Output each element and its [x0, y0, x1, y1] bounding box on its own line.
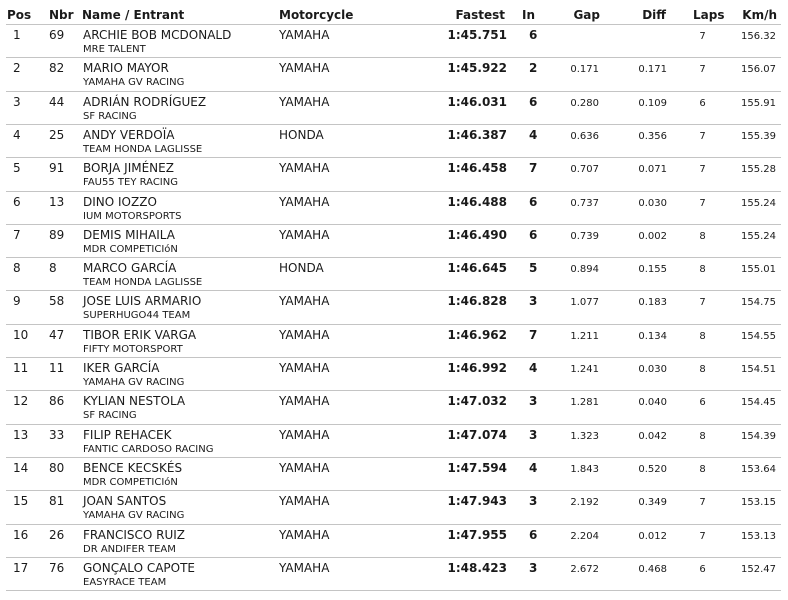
number-cell: 47: [49, 327, 65, 342]
diff-cell: 0.356: [638, 130, 667, 142]
number-cell: 91: [49, 161, 65, 176]
fastest-lap-cell: 1:45.922: [447, 61, 507, 76]
table-row: [0, 358, 788, 391]
gap-cell: 1.843: [570, 463, 599, 475]
number-cell: 80: [49, 460, 65, 475]
motorcycle-cell: YAMAHA: [279, 527, 330, 542]
motorcycle-cell: YAMAHA: [279, 161, 330, 176]
fastest-lap-cell: 1:46.387: [447, 127, 507, 142]
motorcycle-cell: YAMAHA: [279, 560, 330, 575]
number-cell: 25: [49, 127, 65, 142]
rider-name: DINO IOZZO: [83, 194, 157, 209]
col-header-name: Name / Entrant: [82, 8, 185, 22]
pos-cell: 3: [13, 94, 21, 109]
fastest-lap-cell: 1:48.423: [447, 560, 507, 575]
rider-name: TIBOR ERIK VARGA: [83, 327, 197, 342]
in-lap-cell: 6: [529, 28, 538, 42]
diff-cell: 0.071: [638, 164, 667, 176]
table-row: [0, 458, 788, 491]
rider-name: GONÇALO CAPOTE: [83, 560, 196, 575]
in-lap-cell: 7: [529, 327, 538, 342]
rider-name: JOAN SANTOS: [83, 494, 167, 509]
diff-cell: 0.012: [638, 530, 667, 542]
pos-cell: 13: [13, 427, 29, 442]
laps-cell: 7: [699, 497, 706, 509]
gap-cell: 2.192: [570, 497, 599, 509]
speed-cell: 155.28: [741, 164, 776, 176]
rider-name: ARCHIE BOB MCDONALD: [83, 28, 232, 42]
fastest-lap-cell: 1:46.962: [447, 327, 507, 342]
pos-cell: 2: [13, 61, 21, 76]
laps-cell: 7: [699, 31, 706, 42]
pos-cell: 12: [13, 394, 29, 409]
laps-cell: 6: [699, 397, 706, 409]
in-lap-cell: 6: [529, 227, 538, 242]
entrant-team: IUM MOTORSPORTS: [83, 210, 182, 222]
laps-cell: 8: [699, 463, 706, 475]
fastest-lap-cell: 1:46.488: [447, 194, 507, 209]
number-cell: 11: [49, 361, 65, 375]
row-divider: [6, 590, 781, 591]
diff-cell: 0.155: [638, 264, 667, 276]
col-header-kmh: Km/h: [742, 8, 777, 22]
laps-cell: 8: [699, 430, 706, 442]
fastest-lap-cell: 1:45.751: [447, 28, 507, 42]
table-row: [0, 25, 788, 58]
in-lap-cell: 2: [529, 61, 538, 76]
rider-name: MARCO GARCÍA: [83, 261, 177, 276]
gap-cell: 2.204: [570, 530, 599, 542]
pos-cell: 10: [13, 327, 29, 342]
rider-name: DEMIS MIHAILA: [83, 227, 175, 242]
number-cell: 89: [49, 227, 65, 242]
speed-cell: 156.32: [741, 31, 776, 42]
in-lap-cell: 6: [529, 527, 538, 542]
number-cell: 86: [49, 394, 65, 409]
fastest-lap-cell: 1:46.828: [447, 294, 507, 309]
number-cell: 81: [49, 494, 65, 509]
table-row: [0, 92, 788, 125]
fastest-lap-cell: 1:46.645: [447, 261, 507, 276]
gap-cell: 1.281: [570, 397, 599, 409]
motorcycle-cell: YAMAHA: [279, 227, 330, 242]
diff-cell: 0.002: [638, 230, 667, 242]
number-cell: 8: [49, 261, 57, 276]
gap-cell: 1.323: [570, 430, 599, 442]
fastest-lap-cell: 1:47.032: [447, 394, 507, 409]
table-row: [0, 291, 788, 324]
rider-name: FRANCISCO RUIZ: [83, 527, 185, 542]
pos-cell: 14: [13, 460, 29, 475]
table-row: [0, 258, 788, 291]
speed-cell: 155.39: [741, 130, 776, 142]
motorcycle-cell: YAMAHA: [279, 460, 330, 475]
diff-cell: 0.134: [638, 330, 667, 342]
col-header-in: In: [522, 8, 536, 22]
entrant-team: MDR COMPETICIóN: [83, 476, 178, 488]
motorcycle-cell: YAMAHA: [279, 61, 330, 76]
motorcycle-cell: YAMAHA: [279, 94, 330, 109]
laps-cell: 7: [699, 297, 706, 309]
entrant-team: EASYRACE TEAM: [83, 576, 167, 588]
pos-cell: 15: [13, 494, 29, 509]
motorcycle-cell: HONDA: [279, 127, 324, 142]
laps-cell: 8: [699, 364, 706, 375]
diff-cell: 0.040: [638, 397, 667, 409]
entrant-team: SF RACING: [83, 110, 137, 122]
col-header-nbr: Nbr: [49, 8, 74, 22]
gap-cell: 0.737: [570, 197, 599, 209]
entrant-team: MRE TALENT: [83, 44, 146, 55]
table-row: [0, 158, 788, 191]
speed-cell: 154.75: [741, 297, 776, 309]
speed-cell: 155.24: [741, 230, 776, 242]
table-header: [0, 8, 788, 24]
diff-cell: 0.349: [638, 497, 667, 509]
motorcycle-cell: YAMAHA: [279, 327, 330, 342]
speed-cell: 154.55: [741, 330, 776, 342]
entrant-team: FANTIC CARDOSO RACING: [83, 443, 214, 455]
rider-name: JOSE LUIS ARMARIO: [83, 294, 202, 309]
diff-cell: 0.183: [638, 297, 667, 309]
table-row: [0, 225, 788, 258]
in-lap-cell: 3: [529, 560, 538, 575]
diff-cell: 0.468: [638, 563, 667, 575]
gap-cell: 0.739: [570, 230, 599, 242]
table-row: [0, 558, 788, 591]
col-header-fastest: Fastest: [455, 8, 505, 22]
motorcycle-cell: YAMAHA: [279, 194, 330, 209]
laps-cell: 7: [699, 164, 706, 176]
table-row: [0, 325, 788, 358]
rider-name: FILIP REHACEK: [83, 427, 172, 442]
rider-name: ANDY VERDOÏA: [83, 127, 175, 142]
entrant-team: SUPERHUGO44 TEAM: [83, 310, 191, 322]
fastest-lap-cell: 1:47.594: [447, 460, 507, 475]
diff-cell: 0.520: [638, 463, 667, 475]
diff-cell: 0.030: [638, 364, 667, 375]
entrant-team: FIFTY MOTORSPORT: [83, 343, 183, 355]
table-row: [0, 391, 788, 424]
number-cell: 69: [49, 28, 65, 42]
in-lap-cell: 5: [529, 261, 538, 276]
gap-cell: 0.171: [570, 64, 599, 76]
fastest-lap-cell: 1:47.074: [447, 427, 507, 442]
in-lap-cell: 6: [529, 194, 538, 209]
rider-name: BORJA JIMÉNEZ: [83, 161, 174, 176]
motorcycle-cell: YAMAHA: [279, 394, 330, 409]
gap-cell: 1.241: [570, 364, 599, 375]
speed-cell: 152.47: [741, 563, 776, 575]
pos-cell: 17: [13, 560, 29, 575]
entrant-team: YAMAHA GV RACING: [83, 510, 185, 522]
laps-cell: 6: [699, 563, 706, 575]
entrant-team: YAMAHA GV RACING: [83, 77, 185, 89]
speed-cell: 153.15: [741, 497, 776, 509]
col-header-gap: Gap: [573, 8, 600, 22]
fastest-lap-cell: 1:46.992: [447, 361, 507, 375]
gap-cell: 0.707: [570, 164, 599, 176]
pos-cell: 9: [13, 294, 21, 309]
speed-cell: 154.51: [741, 364, 776, 375]
fastest-lap-cell: 1:47.955: [447, 527, 507, 542]
speed-cell: 155.91: [741, 97, 776, 109]
gap-cell: 0.894: [570, 264, 599, 276]
rider-name: MARIO MAYOR: [83, 61, 169, 76]
table-row: [0, 125, 788, 158]
rider-name: BENCE KECSKÉS: [83, 460, 183, 475]
entrant-team: TEAM HONDA LAGLISSE: [83, 277, 203, 289]
laps-cell: 7: [699, 530, 706, 542]
in-lap-cell: 6: [529, 94, 538, 109]
gap-cell: 1.211: [570, 330, 599, 342]
pos-cell: 5: [13, 161, 21, 176]
speed-cell: 155.24: [741, 197, 776, 209]
pos-cell: 16: [13, 527, 29, 542]
speed-cell: 153.13: [741, 530, 776, 542]
table-row: [0, 425, 788, 458]
speed-cell: 156.07: [741, 64, 776, 76]
motorcycle-cell: YAMAHA: [279, 361, 330, 375]
pos-cell: 6: [13, 194, 21, 209]
entrant-team: FAU55 TEY RACING: [83, 177, 178, 189]
number-cell: 13: [49, 194, 65, 209]
table-row: [0, 525, 788, 558]
laps-cell: 6: [699, 97, 706, 109]
motorcycle-cell: YAMAHA: [279, 28, 330, 42]
table-row: [0, 192, 788, 225]
fastest-lap-cell: 1:46.490: [447, 227, 507, 242]
laps-cell: 7: [699, 197, 706, 209]
pos-cell: 7: [13, 227, 21, 242]
table-row: [0, 491, 788, 524]
entrant-team: YAMAHA GV RACING: [83, 377, 185, 388]
gap-cell: 0.280: [570, 97, 599, 109]
speed-cell: 154.39: [741, 430, 776, 442]
in-lap-cell: 3: [529, 394, 538, 409]
laps-cell: 8: [699, 330, 706, 342]
number-cell: 76: [49, 560, 65, 575]
diff-cell: 0.171: [638, 64, 667, 76]
col-header-pos: Pos: [7, 8, 32, 22]
entrant-team: DR ANDIFER TEAM: [83, 543, 176, 555]
fastest-lap-cell: 1:47.943: [447, 494, 507, 509]
rider-name: KYLIAN NESTOLA: [83, 394, 186, 409]
gap-cell: 1.077: [570, 297, 599, 309]
table-row: [0, 58, 788, 91]
entrant-team: TEAM HONDA LAGLISSE: [83, 143, 203, 155]
motorcycle-cell: HONDA: [279, 261, 324, 276]
gap-cell: 0.636: [570, 130, 599, 142]
diff-cell: 0.109: [638, 97, 667, 109]
col-header-laps: Laps: [693, 8, 725, 22]
number-cell: 82: [49, 61, 65, 76]
speed-cell: 153.64: [741, 463, 776, 475]
pos-cell: 11: [13, 361, 29, 375]
in-lap-cell: 4: [529, 127, 538, 142]
in-lap-cell: 3: [529, 494, 538, 509]
in-lap-cell: 7: [529, 161, 538, 176]
laps-cell: 7: [699, 64, 706, 76]
number-cell: 58: [49, 294, 65, 309]
col-header-motorcycle: Motorcycle: [279, 8, 354, 22]
speed-cell: 154.45: [741, 397, 776, 409]
rider-name: ADRIÁN RODRÍGUEZ: [83, 94, 207, 109]
motorcycle-cell: YAMAHA: [279, 427, 330, 442]
laps-cell: 7: [699, 130, 706, 142]
entrant-team: MDR COMPETICIóN: [83, 243, 178, 255]
gap-cell: 2.672: [570, 563, 599, 575]
in-lap-cell: 4: [529, 460, 538, 475]
fastest-lap-cell: 1:46.458: [447, 161, 507, 176]
fastest-lap-cell: 1:46.031: [447, 94, 507, 109]
motorcycle-cell: YAMAHA: [279, 294, 330, 309]
laps-cell: 8: [699, 230, 706, 242]
pos-cell: 8: [13, 261, 21, 276]
in-lap-cell: 3: [529, 294, 538, 309]
laps-cell: 8: [699, 264, 706, 276]
number-cell: 44: [49, 94, 65, 109]
col-header-diff: Diff: [642, 8, 666, 22]
in-lap-cell: 4: [529, 361, 538, 375]
motorcycle-cell: YAMAHA: [279, 494, 330, 509]
diff-cell: 0.042: [638, 430, 667, 442]
number-cell: 26: [49, 527, 65, 542]
entrant-team: SF RACING: [83, 410, 137, 422]
diff-cell: 0.030: [638, 197, 667, 209]
pos-cell: 4: [13, 127, 21, 142]
pos-cell: 1: [13, 28, 21, 42]
number-cell: 33: [49, 427, 65, 442]
rider-name: IKER GARCÍA: [83, 361, 160, 375]
in-lap-cell: 3: [529, 427, 538, 442]
speed-cell: 155.01: [741, 264, 776, 276]
